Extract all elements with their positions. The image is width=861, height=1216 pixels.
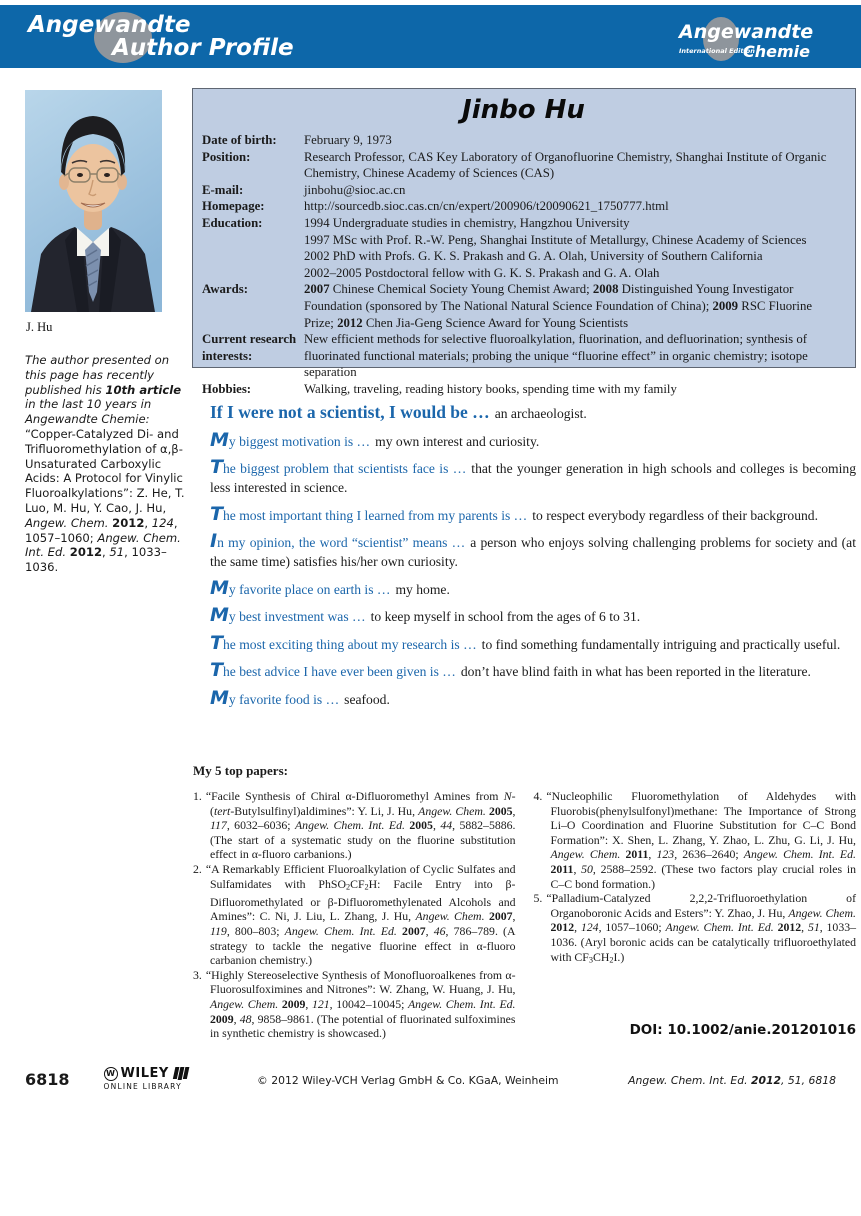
- author-photo: [25, 90, 162, 312]
- awards-value: 2007 Chinese Chemical Society Young Chemist Award; 2008 Distinguished Young Investigator Foundation (sponsored by The National Natural Science Foundation of China); 2009 RSC Fluorine Prize; 2012 Chen Jia-Geng Science Award for Young Scientists: [304, 282, 813, 330]
- footer: [25, 1066, 836, 1091]
- profile-value: Research Professor, CAS Key Laboratory of Organofluorine Chemistry, Shanghai Institute of Organic Chemistry, Chinese Academy of Sciences (CAS): [304, 149, 827, 181]
- profile-row-email: [202, 182, 845, 199]
- paper-citation: “Facile Synthesis of Chiral α-Difluoromethyl Amines from N-(tert-Butylsulfinyl)aldimines”: Y. Li, J. Hu, Angew. Chem. 2005, 117, 6032–6036; Angew. Chem. Int. Ed. 2005, 44, 5882–5886. (The start of a systematic study on the fluorine substitution effect in α-fluoro carbanions.): [205, 789, 516, 862]
- doi: DOI: 10.1002/anie.201201016: [629, 1022, 856, 1038]
- profile-row-awards: [202, 281, 845, 331]
- papers-heading: My 5 top papers:: [193, 763, 288, 778]
- qa-item: My best investment was … to keep myself in school from the ages of 6 to 31.: [210, 604, 641, 626]
- journal-citation: Angew. Chem. Int. Ed. 2012, 51, 6818: [628, 1074, 836, 1087]
- qa-item: The most important thing I learned from my parents is … to respect everybody regardless of their background.: [210, 502, 819, 525]
- profile-row-homepage: [202, 198, 845, 215]
- paper-citation: “Palladium-Catalyzed 2,2,2-Trifluoroethylation of Organoboronic Acids and Esters”: Y. Zhao, J. Hu, Angew. Chem. 2012, 124, 1057–1060; Angew. Chem. Int. Ed. 2012, 51, 1033–1036. (Aryl boronic acids can be catalytically trifluoroethylated with CF3CH2I.): [546, 891, 857, 965]
- journal-edition: International Edition: [679, 47, 755, 55]
- profile-label: Current research interests:: [202, 332, 297, 363]
- brand-subtitle: Author Profile: [112, 35, 294, 61]
- qa-item: The best advice I have ever been given is … don’t have blind faith in what has been reported in the literature.: [210, 659, 811, 681]
- profile-label: Awards:: [202, 282, 248, 297]
- profile-label: Hobbies:: [202, 381, 252, 396]
- author-name: Jinbo Hu: [462, 95, 585, 125]
- sidebar-note: [25, 353, 185, 575]
- qa-headline-answer: an archaeologist.: [494, 406, 587, 421]
- wiley-sub-label: ONLINE LIBRARY: [103, 1082, 182, 1091]
- research-value: New efficient methods for selective fluoroalkylation, fluorination, and defluorination; synthesis of fluorinated functional materials; probing the unique “fluorine effect” in organic chemistry; isotope separation: [304, 332, 808, 380]
- wiley-wordmark: WILEY: [120, 1066, 169, 1081]
- journal-name: Angewandte: [679, 21, 814, 43]
- papers-list: [193, 789, 856, 1041]
- paper-citation: “Nucleophilic Fluoromethylation of Aldehydes with Fluorobis(phenylsulfonyl)methane: The Importance of Strong Li–O Coordination and Fluorine Substitution for C–C Bond Formation”: X. Shen, L. Zhang, Y. Zhao, L. Zhu, G. Li, J. Hu, Angew. Chem. 2011, 123, 2636–2640; Angew. Chem. Int. Ed. 2011, 50, 2588–2592. (These two factors play crucial roles in C–C bond formation.): [546, 789, 856, 891]
- journal-chemie: Chemie: [743, 42, 810, 61]
- paper-item: 3. “Highly Stereoselective Synthesis of Monofluoroalkenes from α-Fluorosulfoximines and Nitrones”: W. Zhang, W. Huang, J. Hu, Angew. Chem. 2009, 121, 10042–10045; Angew. Chem. Int. Ed. 2009, 48, 9858–9861. (The potential of fluorinated sulfoximines in synthetic chemistry is showcased.): [193, 967, 516, 1041]
- header-banner: [0, 5, 861, 68]
- paper-citation: “A Remarkably Efficient Fluoroalkylation of Cyclic Sulfates and Sulfamidates with PhSO2CF2H: Facile Entry into β-Difluoromethylated or β-Difluoromethylenated Alcohols and Amines”: C. Ni, J. Liu, L. Zhang, J. Hu, Angew. Chem. 2007, 119, 800–803; Angew. Chem. Int. Ed. 2007, 46, 786–789. (A strategy to tackle the negative fluorine effect in α-fluoro carbanion chemistry.): [205, 861, 516, 968]
- photo-caption: J. Hu: [26, 320, 53, 334]
- qa-headline: [210, 403, 856, 423]
- profile-value: February 9, 1973: [304, 133, 392, 147]
- profile-row-research: [202, 331, 845, 381]
- profile-box: [192, 88, 856, 396]
- profile-label: Homepage:: [202, 199, 265, 214]
- profile-row-position: [202, 149, 845, 182]
- qa-item: My biggest motivation is … my own interest and curiosity.: [210, 428, 540, 451]
- wiley-colophon-icon: W: [104, 1067, 118, 1081]
- paper-item: 4. “Nucleophilic Fluoromethylation of Aldehydes with Fluorobis(phenylsulfonyl)methane: The Importance of Strong Li–O Coordination and Fluorine Substitution for C–C Bond Formation”: X. Shen, L. Zhang, Y. Zhao, L. Zhu, G. Li, J. Hu, Angew. Chem. 2011, 123, 2636–2640; Angew. Chem. Int. Ed. 2011, 50, 2588–2592. (These two factors play crucial roles in C–C bond formation.): [533, 789, 856, 891]
- profile-row-education: [202, 215, 845, 281]
- brand-title: Angewandte: [28, 12, 191, 38]
- profile-row-hobbies: [202, 381, 845, 398]
- page-number: 6818: [25, 1070, 70, 1089]
- paper-item: 1. “Facile Synthesis of Chiral α-Difluoromethyl Amines from N-(tert-Butylsulfinyl)aldimines”: Y. Li, J. Hu, Angew. Chem. 2005, 117, 6032–6036; Angew. Chem. Int. Ed. 2005, 44, 5882–5886. (The start of a systematic study on the fluorine substitution effect in α-fluoro carbanions.): [193, 789, 516, 862]
- qa-headline-lead: If I were not a scientist, I would be …: [210, 402, 490, 422]
- qa-item: The most exciting thing about my research is … to find something fundamentally intriguing and practically useful.: [210, 631, 841, 654]
- email-value: jinbohu@sioc.ac.cn: [304, 182, 406, 197]
- profile-label: Date of birth:: [202, 133, 277, 147]
- copyright: © 2012 Wiley-VCH Verlag GmbH & Co. KGaA, Weinheim: [256, 1074, 559, 1087]
- qa-section: [210, 403, 856, 716]
- paper-item: 5. “Palladium-Catalyzed 2,2,2-Trifluoroethylation of Organoboronic Acids and Esters”: Y. Zhao, J. Hu, Angew. Chem. 2012, 124, 1057–1060; Angew. Chem. Int. Ed. 2012, 51, 1033–1036. (Aryl boronic acids can be catalytically trifluoroethylated with CF3CH2I.): [533, 891, 857, 965]
- wiley-logo: [104, 1066, 188, 1091]
- education-lines: 1994 Undergraduate studies in chemistry, Hangzhou University 1997 MSc with Prof. R.-W. Peng, Shanghai Institute of Metallurgy, Chinese Academy of Sciences 2002 PhD with Profs. G. K. S. Prakash and G. A. Olah, University of Southern California 2002–2005 Postdoctoral fellow with G. K. S. Prakash and G. A. Olah: [304, 215, 807, 280]
- sidebar-note-paragraph: The author presented on this page has recently published his 10th article in the last 10 years in Angewandte Chemie:: [25, 353, 182, 427]
- brand-logo: [28, 5, 328, 68]
- sidebar-note-citation: “Copper-Catalyzed Di- and Trifluoromethylation of α,β-Unsaturated Carboxylic Acids: A Protocol for Vinylic Fluoroalkylations”: Z. He, T. Luo, M. Hu, Y. Cao, J. Hu, Angew. Chem. 2012, 124, 1057–1060; Angew. Chem. Int. Ed. 2012, 51, 1033–1036.: [25, 426, 185, 575]
- paper-citation: “Highly Stereoselective Synthesis of Monofluoroalkenes from α-Fluorosulfoximines and Nitrones”: W. Zhang, W. Huang, J. Hu, Angew. Chem. 2009, 121, 10042–10045; Angew. Chem. Int. Ed. 2009, 48, 9858–9861. (The potential of fluorinated sulfoximines in synthetic chemistry is showcased.): [205, 967, 516, 1041]
- profile-label: Position:: [202, 149, 251, 164]
- profile-label: Education:: [202, 215, 263, 230]
- profile-row-dob: [202, 132, 845, 149]
- journal-logo: [679, 15, 819, 65]
- qa-item: The biggest problem that scientists face is … that the younger generation in high schools and colleges is becoming less interested in science.: [210, 456, 857, 495]
- paper-item: 2. “A Remarkably Efficient Fluoroalkylation of Cyclic Sulfates and Sulfamidates with PhSO2CF2H: Facile Entry into β-Difluoromethylated or β-Difluoromethylenated Alcohols and Amines”: C. Ni, J. Liu, L. Zhang, J. Hu, Angew. Chem. 2007, 119, 800–803; Angew. Chem. Int. Ed. 2007, 46, 786–789. (A strategy to tackle the negative fluorine effect in α-fluoro carbanion chemistry.): [193, 861, 516, 968]
- qa-item: In my opinion, the word “scientist” means … a person who enjoys solving challenging problems for society and (at the same time) satisfies his/her own curiosity.: [210, 530, 856, 569]
- homepage-value: http://sourcedb.sioc.cas.cn/cn/expert/200906/t20090621_1750777.html: [304, 199, 669, 214]
- hobbies-value: Walking, traveling, reading history books, spending time with my family: [304, 381, 677, 396]
- qa-item: My favorite food is … seafood.: [210, 686, 390, 709]
- profile-label: E-mail:: [202, 182, 244, 197]
- qa-item: My favorite place on earth is … my home.: [210, 576, 450, 599]
- books-icon: [172, 1067, 188, 1080]
